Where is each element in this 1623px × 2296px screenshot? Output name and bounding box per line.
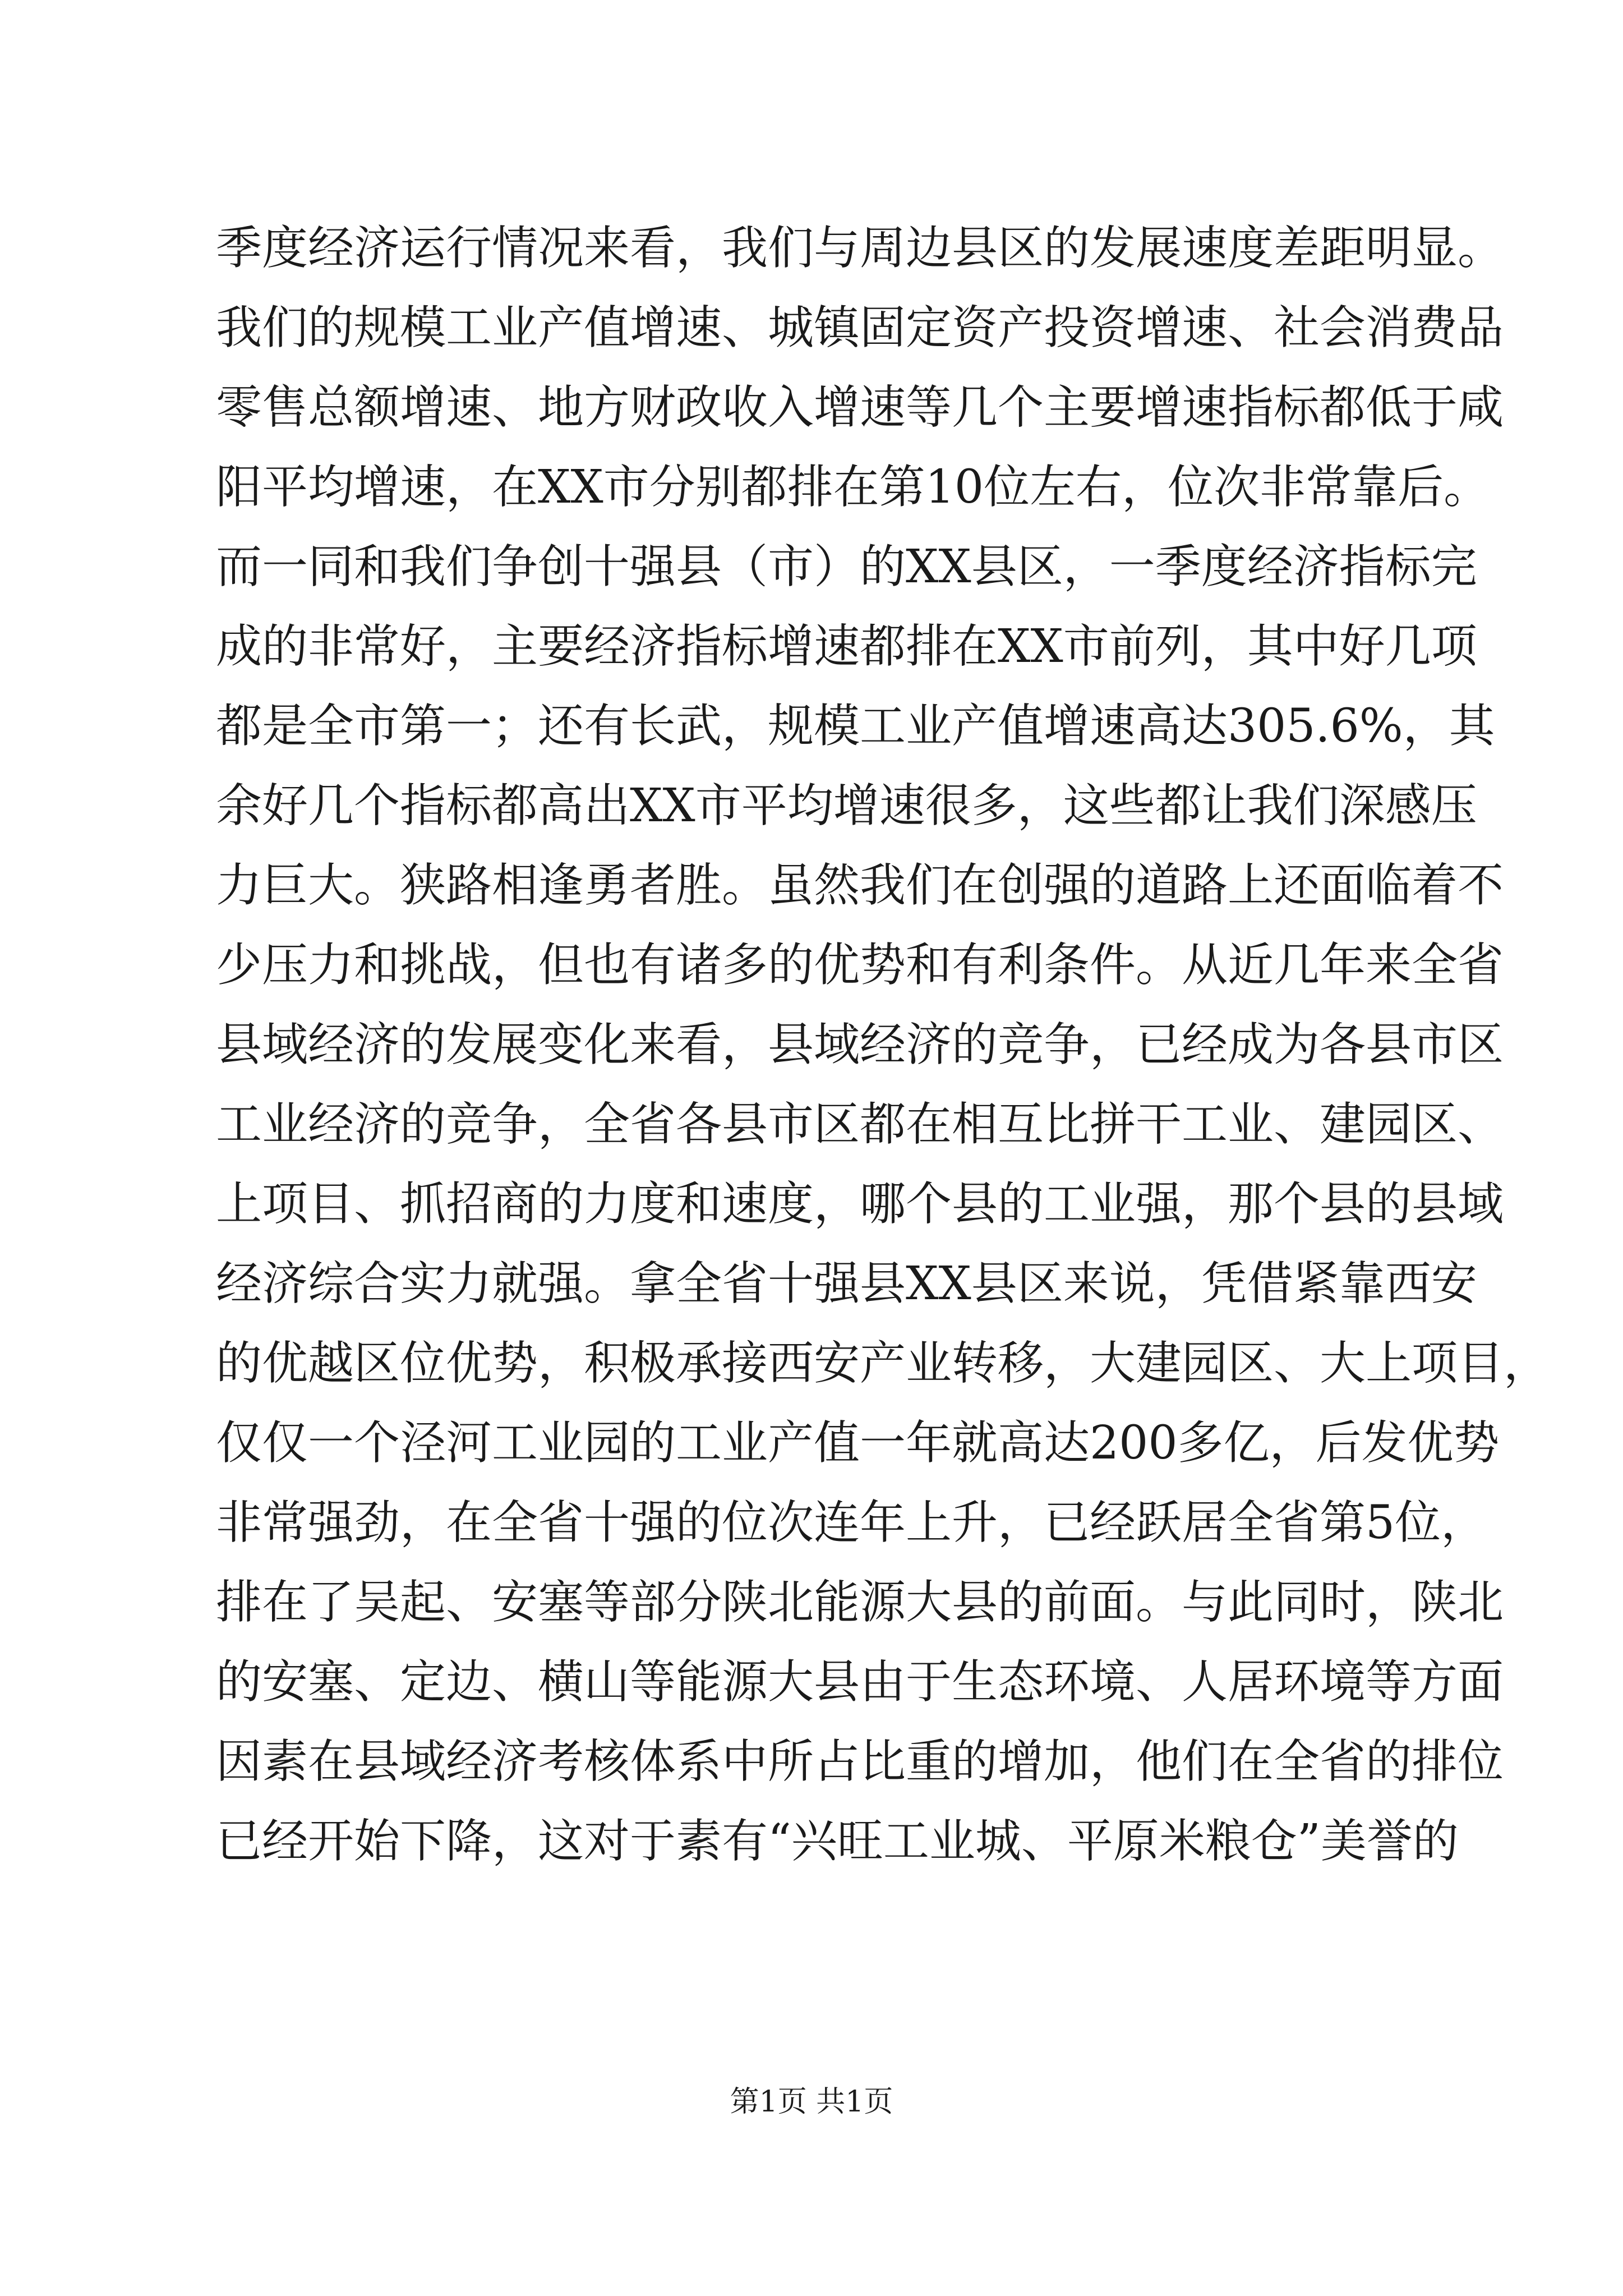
text-line: 仅仅一个泾河工业园的工业产值一年就高达200多亿，后发优势	[216, 1416, 1500, 1470]
text-line: 零售总额增速、地方财政收入增速等几个主要增速指标都低于咸	[216, 381, 1504, 434]
text-line: 因素在县域经济考核体系中所占比重的增加，他们在全省的排位	[216, 1735, 1504, 1788]
text-line: 的安塞、定边、横山等能源大县由于生态环境、人居环境等方面	[216, 1655, 1504, 1709]
body-paragraph	[216, 209, 1550, 1881]
text-line: 而一同和我们争创十强县（市）的XX县区，一季度经济指标完	[216, 540, 1477, 593]
text-line: 上项目、抓招商的力度和速度，哪个县的工业强，那个县的县域	[216, 1177, 1504, 1231]
page-footer	[0, 2082, 1623, 2122]
text-line: 排在了吴起、安塞等部分陕北能源大县的前面。与此同时，陕北	[216, 1576, 1504, 1629]
text-line: 经济综合实力就强。拿全省十强县XX县区来说，凭借紧靠西安	[216, 1257, 1477, 1310]
text-line: 力巨大。狭路相逢勇者胜。虽然我们在创强的道路上还面临着不	[216, 859, 1504, 912]
text-line: 已经开始下降，这对于素有“兴旺工业城、平原米粮仓”美誉的	[216, 1815, 1459, 1868]
text-line: 非常强劲，在全省十强的位次连年上升，已经跃居全省第5位，	[216, 1496, 1487, 1549]
text-line: 阳平均增速，在XX市分别都排在第10位左右，位次非常靠后。	[216, 461, 1490, 514]
text-line: 县域经济的发展变化来看，县域经济的竞争，已经成为各县市区	[216, 1018, 1504, 1071]
text-line: 工业经济的竞争，全省各县市区都在相互比拼干工业、建园区、	[216, 1098, 1504, 1151]
text-line: 我们的规模工业产值增速、城镇固定资产投资增速、社会消费品	[216, 301, 1504, 355]
text-line: 成的非常好，主要经济指标增速都排在XX市前列，其中好几项	[216, 620, 1477, 673]
text-line: 少压力和挑战，但也有诸多的优势和有利条件。从近几年来全省	[216, 938, 1504, 992]
page-number-label: 第1页 共1页	[730, 2085, 893, 2119]
text-line: 都是全市第一；还有长武，规模工业产值增速高达305.6%，其	[216, 700, 1495, 753]
text-line: 余好几个指标都高出XX市平均增速很多，这些都让我们深感压	[216, 779, 1477, 832]
text-line: 季度经济运行情况来看，我们与周边县区的发展速度差距明显。	[216, 222, 1504, 275]
text-line: 的优越区位优势，积极承接西安产业转移，大建园区、大上项目，	[216, 1337, 1550, 1390]
